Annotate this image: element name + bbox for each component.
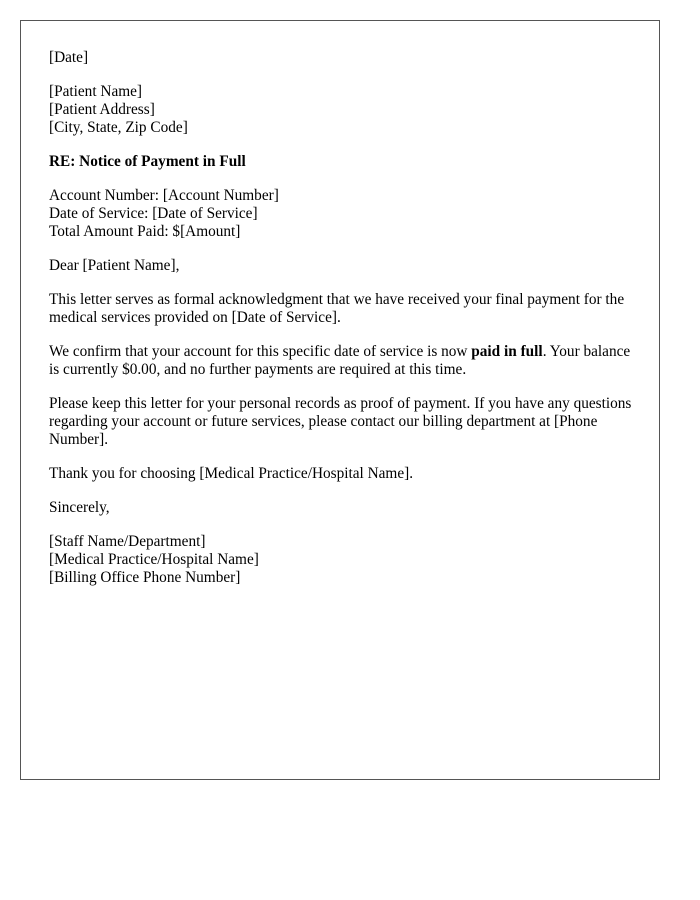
paragraph-thanks: Thank you for choosing [Medical Practice/Hospital Name]. bbox=[49, 465, 414, 482]
letter-body bbox=[49, 49, 639, 603]
letter-date-block bbox=[49, 49, 639, 67]
paragraph-confirmation bbox=[49, 343, 639, 379]
closing: Sincerely, bbox=[49, 499, 110, 516]
signature-phone: [Billing Office Phone Number] bbox=[49, 569, 241, 586]
date-of-service: Date of Service: [Date of Service] bbox=[49, 205, 258, 222]
paid-in-full-emphasis: paid in full bbox=[471, 343, 543, 360]
closing-block bbox=[49, 499, 639, 517]
signature-block bbox=[49, 533, 639, 587]
recipient-name: [Patient Name] bbox=[49, 83, 143, 100]
signature-staff: [Staff Name/Department] bbox=[49, 533, 206, 550]
letter-subject: RE: Notice of Payment in Full bbox=[49, 153, 246, 170]
account-details-block bbox=[49, 187, 639, 241]
salutation: Dear [Patient Name], bbox=[49, 257, 180, 274]
paragraph-records: Please keep this letter for your personal records as proof of payment. If you have any questions regarding your account or future services, please contact our billing department at [Phone Number]. bbox=[49, 395, 632, 448]
paragraph-acknowledgment: This letter serves as formal acknowledgment that we have received your final payment for the medical services provided on [Date of Service]. bbox=[49, 291, 625, 326]
signature-practice: [Medical Practice/Hospital Name] bbox=[49, 551, 259, 568]
recipient-address-block bbox=[49, 83, 639, 137]
recipient-address: [Patient Address] bbox=[49, 101, 155, 118]
letter-date: [Date] bbox=[49, 49, 89, 66]
letter-page bbox=[20, 20, 660, 780]
paragraph-confirmation-lead: We confirm that your account for this specific date of service is now bbox=[49, 343, 472, 360]
subject-block bbox=[49, 153, 639, 171]
account-number: Account Number: [Account Number] bbox=[49, 187, 279, 204]
salutation-block bbox=[49, 257, 639, 275]
total-amount-paid: Total Amount Paid: $[Amount] bbox=[49, 223, 241, 240]
paragraph-confirmation-tail: . Your balance is currently $0.00, and no further payments are required at this time. bbox=[49, 343, 631, 378]
recipient-city-state-zip: [City, State, Zip Code] bbox=[49, 119, 188, 136]
